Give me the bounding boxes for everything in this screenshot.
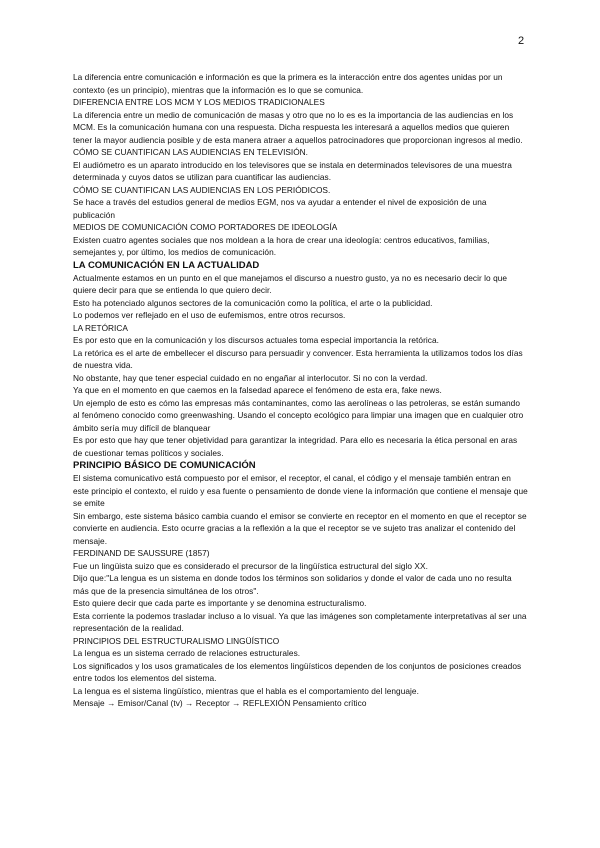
section-subheading: PRINCIPIOS DEL ESTRUCTURALISMO LINGÜÍSTICO — [73, 635, 280, 646]
paragraph: No obstante, hay que tener especial cuidado en no engañar al interlocutor. Si no con la verdad. — [73, 372, 428, 383]
section-heading: LA COMUNICACIÓN EN LA ACTUALIDAD — [73, 259, 260, 271]
page-content — [73, 71, 528, 710]
paragraph: El audiómetro es un aparato introducido en los televisores que se instala en determinados televisores de una muestra determinada y cuyos datos se utilizan para cuantificar las audiencias. — [73, 159, 512, 182]
paragraph: La diferencia entre comunicación e información es que la primera es la interacción entre dos agentes unidas por un contexto (es un principio), mientras que la información es lo que se comunica. — [73, 72, 503, 95]
paragraph: El sistema comunicativo está compuesto por el emisor, el receptor, el canal, el código y el mensaje también entran en este principio el contexto, el ruido y esa fuente o pensamiento de donde viene la información que contiene el mensaje que se emite — [73, 473, 528, 508]
paragraph: La lengua es el sistema lingüístico, mientras que el habla es el comportamiento del lenguaje. — [73, 685, 419, 696]
communication-flow-line: Mensaje → Emisor/Canal (tv) → Receptor → REFLEXIÓN Pensamiento crítico — [73, 698, 367, 708]
section-subheading: DIFERENCIA ENTRE LOS MCM Y LOS MEDIOS TRADICIONALES — [73, 97, 325, 107]
paragraph: Se hace a través del estudios general de medios EGM, nos va ayudar a entender el nivel de exposición de una publicación — [73, 197, 487, 220]
section-subheading: CÓMO SE CUANTIFICAN LAS AUDIENCIAS EN TELEVISIÓN. — [73, 147, 308, 157]
paragraph: Esto quiere decir que cada parte es importante y se denomina estructuralismo. — [73, 598, 367, 608]
paragraph: Existen cuatro agentes sociales que nos moldean a la hora de crear una ideología: centros educativos, familias, semejantes y, por último, los medios de comunicación. — [73, 234, 490, 257]
paragraph: Un ejemplo de esto es cómo las empresas más contaminantes, como las aerolíneas o las petroleras, se están sumando al fenómeno conocido como greenwashing. Usando el concepto ecológico para limpiar una imagen que en cualquier otro ámbito sería muy difícil de blanquear — [73, 397, 524, 433]
paragraph: La lengua es un sistema cerrado de relaciones estructurales. — [73, 648, 301, 658]
section-subheading: MEDIOS DE COMUNICACIÓN COMO PORTADORES DE IDEOLOGÍA — [73, 222, 338, 232]
paragraph: Es por esto que hay que tener objetividad para garantizar la integridad. Para ello es necesaria la ética personal en aras de cuestionar temas políticos y sociales. — [73, 435, 518, 458]
paragraph: Fue un lingüista suizo que es considerado el precursor de la lingüística estructural del siglo XX. — [73, 560, 428, 571]
paragraph: La retórica es el arte de embellecer el discurso para persuadir y convencer. Esta herramienta la utilizamos todos los días de nuestra vida. — [73, 347, 523, 370]
section-subheading: CÓMO SE CUANTIFICAN LAS AUDIENCIAS EN LOS PERIÓDICOS. — [73, 184, 331, 195]
paragraph: Los significados y los usos gramaticales de los elementos lingüísticos dependen de los conjuntos de posiciones creados entre todos los elementos del sistema. — [73, 660, 522, 683]
paragraph: Esto ha potenciado algunos sectores de la comunicación como la política, el arte o la publicidad. — [73, 297, 433, 308]
page-number: 2 — [518, 35, 525, 47]
paragraph: La diferencia entre un medio de comunicación de masas y otro que no lo es es la importancia de las audiencias en los MCM. Es la comunicación humana con una respuesta. Dicha respuesta les interesará a aquellos medios que quieren tener la mayor audiencia posible y de esta manera atraer a aquellos patrocinadores que proporcionan ingresos al medio. — [73, 109, 523, 145]
paragraph: Sin embargo, este sistema básico cambia cuando el emisor se convierte en receptor en el momento en que el receptor se convierte en audiencia. Esto ocurre gracias a la reflexión a la que el receptor se ve sujeto tras analizar el contenido del mensaje. — [73, 510, 527, 546]
paragraph: Esta corriente la podemos trasladar incluso a lo visual. Ya que las imágenes son completamente interpretativas al ser una representación de la realidad. — [73, 610, 527, 633]
section-subheading: FERDINAND DE SAUSSURE (1857) — [73, 548, 210, 558]
paragraph: Ya que en el momento en que caemos en la falsedad aparece el fenómeno de esta era, fake news. — [73, 385, 442, 395]
paragraph: Dijo que:"La lengua es un sistema en donde todos los términos son solidarios y donde el valor de cada uno no resulta más que de la presencia simultánea de los otros". — [73, 573, 512, 596]
paragraph: Lo podemos ver reflejado en el uso de eufemismos, entre otros recursos. — [73, 310, 346, 320]
section-subheading: LA RETÓRICA — [73, 322, 128, 333]
section-heading: PRINCIPIO BÁSICO DE COMUNICACIÓN — [73, 460, 256, 471]
paragraph: Actualmente estamos en un punto en el que manejamos el discurso a nuestro gusto, ya no es necesario decir lo que quiere decir para que se entienda lo que quiero decir. — [73, 272, 508, 295]
paragraph: Es por esto que en la comunicación y los discursos actuales toma especial importancia la retórica. — [73, 335, 439, 345]
